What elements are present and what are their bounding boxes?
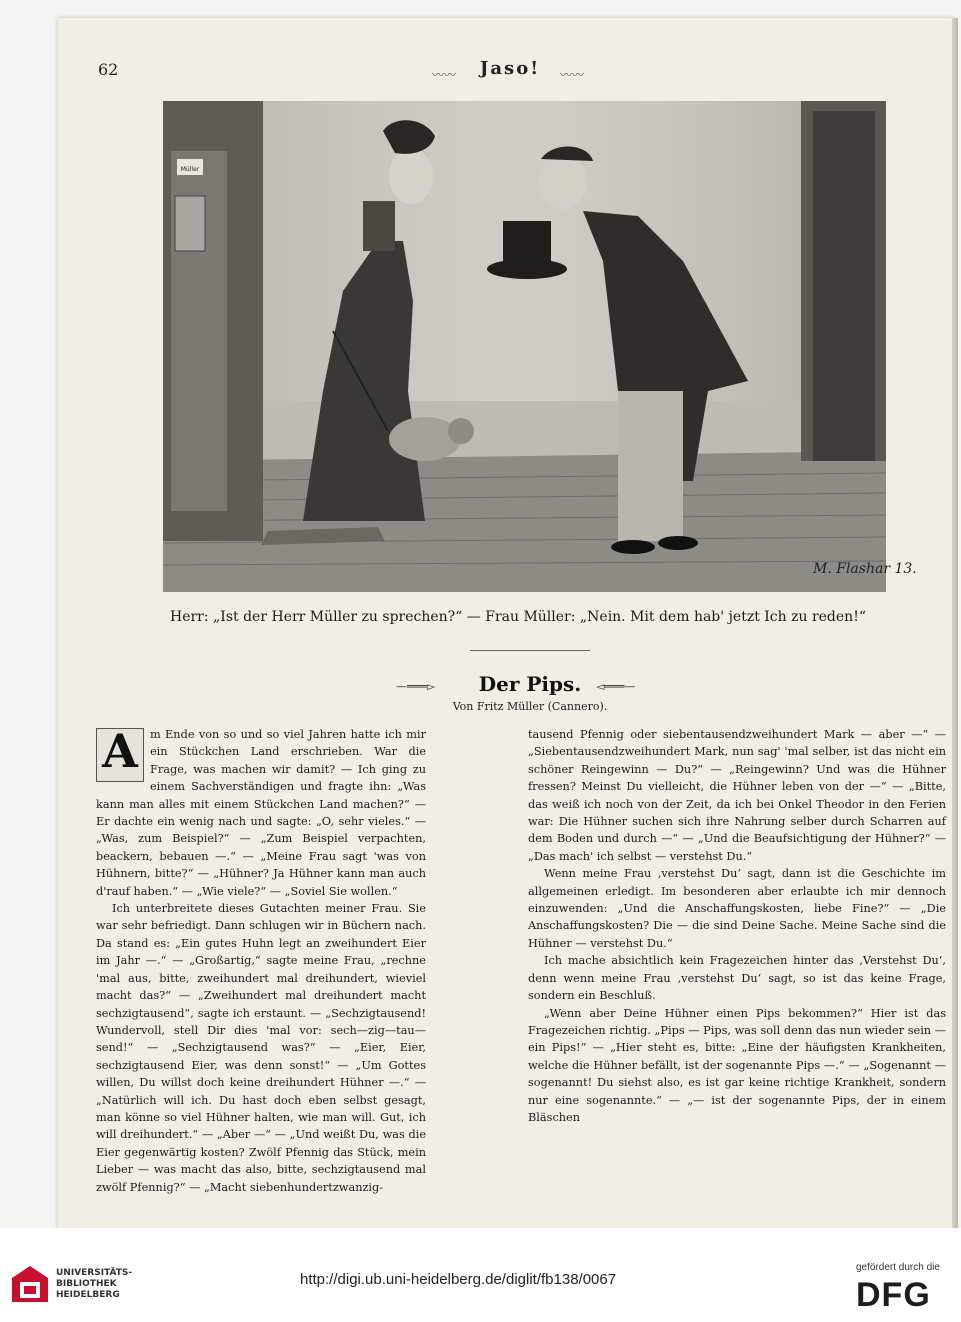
floor bbox=[163, 451, 886, 592]
divider bbox=[470, 650, 590, 651]
paragraph: Wenn meine Frau ‚verstehst Du‘ sagt, dann ist die Geschichte im allgemeinen erledigt. Im besonderen aber erlaubte ich mir dennoch einzuwenden: „Und die Anschaffungskosten, liebe Fine?“ — „Die Anschaffungskosten? Die — die sind Deine Sache. Meine Sache sind die Hühner — verstehst Du.“ bbox=[528, 867, 946, 950]
left-flourish-icon: 〰〰 bbox=[432, 68, 457, 82]
paragraph: „Wenn aber Deine Hühner einen Pips bekommen?“ Hier ist das Fragezeichen richtig. „Pips — Pips, was soll denn das nun wieder sein — ein Pips!“ — „Hier steht es, bitte: „Eine der häufigsten Krankheiten, welche die Hühner befällt, ist der sogenannte Pips —.“ — „Sogenannt — sogenannt! Du siehst also, es ist gar keine richtige Krankheit, sondern nur eine sogenannte.“ — „— ist der sogenannte Pips, der in einem Bläschen bbox=[528, 1006, 946, 1124]
library-name[interactable] bbox=[56, 1268, 132, 1301]
paragraph: Ich unterbreitete dieses Gutachten meiner Frau. Sie war sehr befriedigt. Dann schlugen wir in Büchern nach. Da stand es: „Ein gutes Huhn legt an zweihundert Eier im Jahr —.“ — „Großartig,“ sagte meine Frau, „rechne 'mal aus, bitte, zweihundert mal dreihundert, wieviel macht das?“ — „Zweihundert mal dreihundert macht sechzigtausend“, sagte ich erstaunt. — „Sechzigtausend! Wundervoll, stell Dir dies 'mal vor: sech—zig—tau—send!“ — „Sechzigtausend was?“ — „Eier, Eier, sechzigtausend Eier, was denn sonst!“ — „Um Gottes willen, Du willst doch keine dreihundert Hühner —.“ — „Natürlich will ich. Du hast doch eben selbst gesagt, man könne so viel Hühner halten, wie man will. Gut, ich will dreihundert.“ — „Aber —“ — „Und weißt Du, was die Eier gegenwärtig kosten? Zwölf Pfennig das Stück, mein Lieber — was macht das also, bitte, sechzigtausend mal zwölf Pfennig?“ — „Macht siebenhundertzwanzig- bbox=[96, 902, 426, 1194]
cartoon-drawing bbox=[163, 101, 917, 592]
illustration-caption: Herr: „Ist der Herr Müller zu sprechen?“ — Frau Müller: „Nein. Mit dem hab' jetzt Ich zu reden!“ bbox=[170, 609, 866, 625]
door-sign-text: Müller bbox=[180, 166, 200, 173]
right-door-opening bbox=[813, 111, 875, 461]
page-number: 62 bbox=[98, 60, 119, 79]
article-column-left bbox=[96, 726, 426, 1196]
paragraph: tausend Pfennig oder siebentausendzweihundert Mark — aber —“ — „Siebentausendzweihundert Mark, nun sag' 'mal selber, ist das nicht ein schöner Reingewinn — Du?“ — „Reingewinn? Und was die Hühner fressen? Meinst Du vielleicht, die Hühner leben von der —“ — „Bitte, das weiß ich noch von der Zeit, da ich bei Onkel Theodor in den Ferien war: Die Hühner suchen sich ihre Nahrung selber durch Scharren auf dem Boden und durch —“ — „Und die Beaufsichtigung der Hühner?“ — „Das mach' ich selbst — verstehst Du.“ bbox=[528, 728, 946, 863]
right-flourish-icon: 〰〰 bbox=[560, 68, 585, 82]
dog-figure bbox=[389, 417, 474, 461]
university-library-logo-icon[interactable] bbox=[10, 1264, 50, 1304]
paragraph: Ich mache absichtlich kein Fragezeichen hinter das ‚Verstehst Du‘, denn wenn meine Frau ‚verstehst Du‘ sagt, so ist das keine Frage, sondern ein Beschluß. bbox=[528, 954, 946, 1003]
paragraph: m Ende von so und so viel Jahren hatte ich mir ein Stückchen Land erschrieben. War die Frage, was machen wir damit? — Ich ging zu einem Sachverständigen und fragte ihn: „Was kann man alles mit einem Stückchen Land machen?“ — Er dachte ein wenig nach und sagte: „O, sehr vieles.“ — „Was, zum Beispiel?“ — „Zum Beispiel verpachten, beackern, bebauen —.“ — „Meine Frau sagt 'was von Hühnern, bitte?“ — „Hühner? Ja Hühner kann man auch d'rauf haben.“ — „Wie viele?“ — „Soviel Sie wollen.“ bbox=[96, 728, 426, 898]
library-name-line: UNIVERSITÄTS- bbox=[56, 1268, 133, 1278]
page-edge bbox=[952, 18, 958, 1228]
library-name-line: HEIDELBERG bbox=[56, 1290, 120, 1300]
article-byline: Von Fritz Müller (Cannero). bbox=[452, 700, 608, 713]
title-ornament-right-icon: ◅═══— bbox=[596, 680, 636, 693]
drop-cap: A bbox=[96, 728, 144, 782]
artist-signature: M. Flashar 13. bbox=[813, 561, 917, 577]
funded-by-label: gefördert durch die bbox=[856, 1262, 940, 1273]
mailbox bbox=[175, 196, 205, 251]
article-title: Der Pips. bbox=[478, 672, 582, 696]
title-ornament-left-icon: —═══▻ bbox=[396, 680, 436, 693]
dfg-logo[interactable]: DFG bbox=[856, 1276, 931, 1314]
permalink-url[interactable]: http://digi.ub.uni-heidelberg.de/diglit/fb138/0067 bbox=[300, 1271, 617, 1288]
magazine-title: Jaso! bbox=[479, 58, 541, 79]
cartoon-illustration bbox=[163, 101, 917, 592]
library-name-line: BIBLIOTHEK bbox=[56, 1279, 117, 1289]
article-column-right bbox=[528, 726, 946, 1126]
